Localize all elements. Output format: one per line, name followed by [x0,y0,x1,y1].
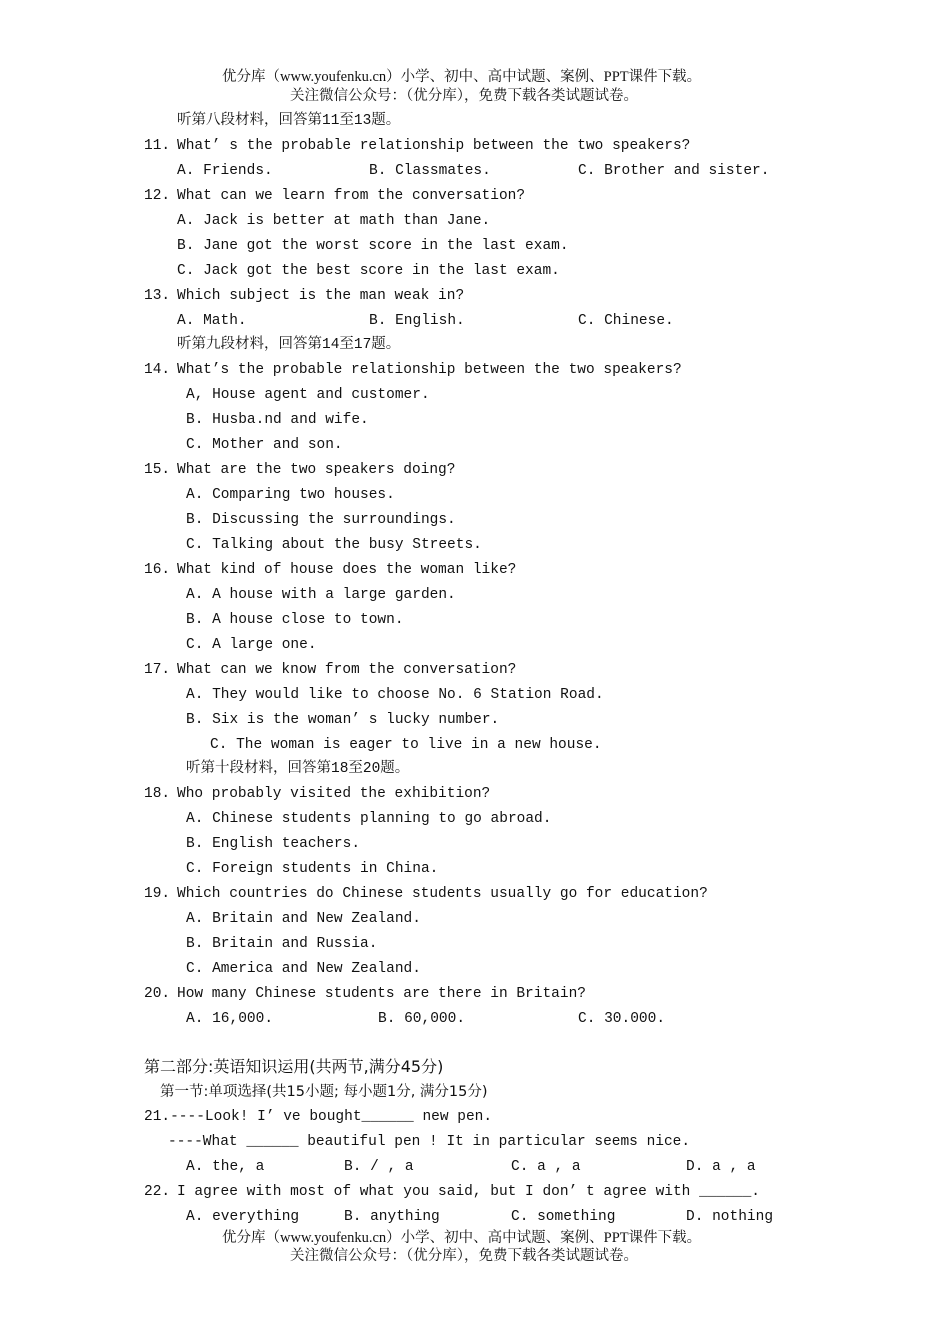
question-12-number: 12. [144,188,171,204]
question-17-option-a: A. They would like to choose No. 6 Station Road. [186,687,604,703]
question-13-text: Which subject is the man weak in? [177,288,465,304]
header-line-2: 关注微信公众号：（优分库），免费下载各类试题试卷。 [290,88,638,104]
question-18-number: 18. [144,786,171,802]
question-16-text: What kind of house does the woman like? [177,562,517,578]
part-2-section-1-title: 第一节:单项选择(共15小题; 每小题1分, 满分15分) [160,1084,488,1100]
question-13-number: 13. [144,288,171,304]
question-15-text: What are the two speakers doing? [177,462,456,478]
question-16-option-c: C. A large one. [186,637,317,653]
question-13-option-b: B. English. [369,313,465,329]
question-21-option-a: A. the, a [186,1159,265,1175]
question-17-number: 17. [144,662,171,678]
question-12-option-a: A. Jack is better at math than Jane. [177,213,491,229]
question-16-option-a: A. A house with a large garden. [186,587,456,603]
question-12-text: What can we learn from the conversation? [177,188,526,204]
question-19-option-c: C. America and New Zealand. [186,961,421,977]
question-16-option-b: B. A house close to town. [186,612,404,628]
question-22-option-c: C. something [511,1209,616,1225]
question-20-number: 20. [144,986,171,1002]
question-18-option-a: A. Chinese students planning to go abroad. [186,811,552,827]
question-22-option-b: B. anything [344,1209,440,1225]
question-17-option-c: C. The woman is eager to live in a new house. [210,737,602,753]
question-16-number: 16. [144,562,171,578]
question-15-option-b: B. Discussing the surroundings. [186,512,456,528]
question-14-text: What’s the probable relationship between the two speakers? [177,362,682,378]
question-12-option-c: C. Jack got the best score in the last exam. [177,263,560,279]
header-line-1: 优分库（www.youfenku.cn）小学、初中、高中试题、案例、PPT课件下载。 [222,69,702,85]
question-20-text: How many Chinese students are there in Britain? [177,986,586,1002]
question-20-option-c: C. 30.000. [578,1011,666,1027]
question-11-option-a: A. Friends. [177,163,273,179]
question-21-option-d: D. a , a [686,1159,756,1175]
footer-line-1: 优分库（www.youfenku.cn）小学、初中、高中试题、案例、PPT课件下载。 [222,1230,702,1246]
question-11-text: What’ s the probable relationship between the two speakers? [177,138,691,154]
footer-line-2: 关注微信公众号：（优分库），免费下载各类试题试卷。 [290,1248,638,1264]
question-21-line-2: ----What ______ beautiful pen ! It in particular seems nice. [168,1134,691,1150]
passage-10-instruction: 听第十段材料，回答第18至20题。 [186,761,410,777]
question-22-option-d: D. nothing [686,1209,774,1225]
question-19-option-a: A. Britain and New Zealand. [186,911,421,927]
question-18-option-c: C. Foreign students in China. [186,861,439,877]
question-11-option-c: C. Brother and sister. [578,163,770,179]
question-17-option-b: B. Six is the woman’ s lucky number. [186,712,500,728]
question-14-option-b: B. Husba.nd and wife. [186,412,369,428]
question-21-option-b: B. / , a [344,1159,414,1175]
part-2-title: 第二部分:英语知识运用(共两节,满分45分) [144,1057,444,1076]
question-15-option-a: A. Comparing two houses. [186,487,395,503]
question-21-option-c: C. a , a [511,1159,581,1175]
question-12-option-b: B. Jane got the worst score in the last exam. [177,238,569,254]
question-17-text: What can we know from the conversation? [177,662,517,678]
question-21-line-1: 21.----Look! I’ ve bought______ new pen. [144,1109,493,1125]
passage-8-instruction: 听第八段材料，回答第11至13题。 [177,113,401,129]
question-20-option-a: A. 16,000. [186,1011,274,1027]
question-22-number: 22. [144,1184,171,1200]
question-22-text: I agree with most of what you said, but I don’ t agree with ______. [177,1184,760,1200]
question-14-number: 14. [144,362,171,378]
question-14-option-c: C. Mother and son. [186,437,343,453]
question-13-option-c: C. Chinese. [578,313,674,329]
question-13-option-a: A. Math. [177,313,247,329]
question-19-number: 19. [144,886,171,902]
question-11-option-b: B. Classmates. [369,163,491,179]
question-18-text: Who probably visited the exhibition? [177,786,491,802]
question-14-option-a: A, House agent and customer. [186,387,430,403]
question-19-option-b: B. Britain and Russia. [186,936,378,952]
question-20-option-b: B. 60,000. [378,1011,466,1027]
question-22-option-a: A. everything [186,1209,300,1225]
question-15-number: 15. [144,462,171,478]
question-15-option-c: C. Talking about the busy Streets. [186,537,482,553]
passage-9-instruction: 听第九段材料，回答第14至17题。 [177,337,401,353]
question-18-option-b: B. English teachers. [186,836,361,852]
question-19-text: Which countries do Chinese students usually go for education? [177,886,708,902]
question-11-number: 11. [144,138,171,154]
